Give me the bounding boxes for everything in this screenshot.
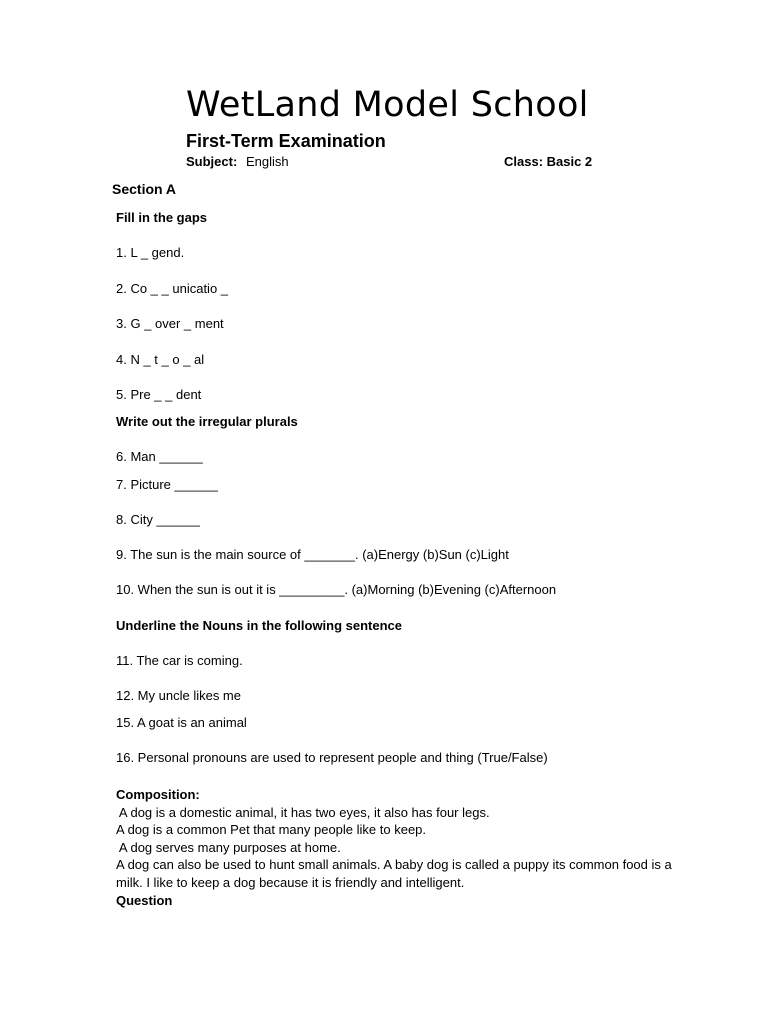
question-item: 9. The sun is the main source of _______. (a)Energy (b)Sun (c)Light [116, 547, 509, 562]
question-item: 3. G _ over _ ment [116, 316, 224, 331]
question-item: 2. Co _ _ unicatio _ [116, 281, 229, 296]
question-label: Question [116, 892, 173, 908]
subject-value: English [246, 154, 289, 169]
question-item: 8. City ______ [116, 512, 200, 527]
question-item: 16. Personal pronouns are used to represent people and thing (True/False) [116, 750, 548, 765]
question-item: 7. Picture ______ [116, 477, 218, 492]
exam-title: First-Term Examination [186, 131, 386, 151]
question-item: 1. L _ gend. [116, 245, 185, 260]
subject-label: Subject: [186, 154, 238, 169]
class-label: Class: Basic 2 [504, 154, 593, 169]
composition-block [116, 786, 676, 909]
question-item: 10. When the sun is out it is _________. (a)Morning (b)Evening (c)Afternoon [116, 582, 557, 597]
fill-gaps-heading: Fill in the gaps [116, 210, 208, 225]
composition-line: milk. I like to keep a dog because it is friendly and intelligent. [116, 874, 465, 890]
question-item: 11. The car is coming. [116, 653, 243, 668]
composition-line: A dog is a common Pet that many people like to keep. [116, 822, 427, 838]
question-item: 15. A goat is an animal [116, 715, 247, 730]
question-item: 6. Man ______ [116, 449, 203, 464]
plurals-heading: Write out the irregular plurals [116, 414, 298, 429]
composition-heading: Composition: [116, 787, 200, 802]
nouns-heading: Underline the Nouns in the following sentence [116, 618, 403, 633]
composition-line: A dog can also be used to hunt small animals. A baby dog is called a puppy its common food is a [116, 857, 672, 873]
question-item: 4. N _ t _ o _ al [116, 352, 205, 367]
question-item: 5. Pre _ _ dent [116, 387, 202, 402]
composition-line: A dog is a domestic animal, it has two eyes, it also has four legs. [116, 804, 490, 820]
section-title: Section A [112, 181, 177, 197]
question-item: 12. My uncle likes me [116, 688, 241, 703]
school-name: WetLand Model School [186, 85, 589, 125]
composition-line: A dog serves many purposes at home. [116, 839, 341, 855]
